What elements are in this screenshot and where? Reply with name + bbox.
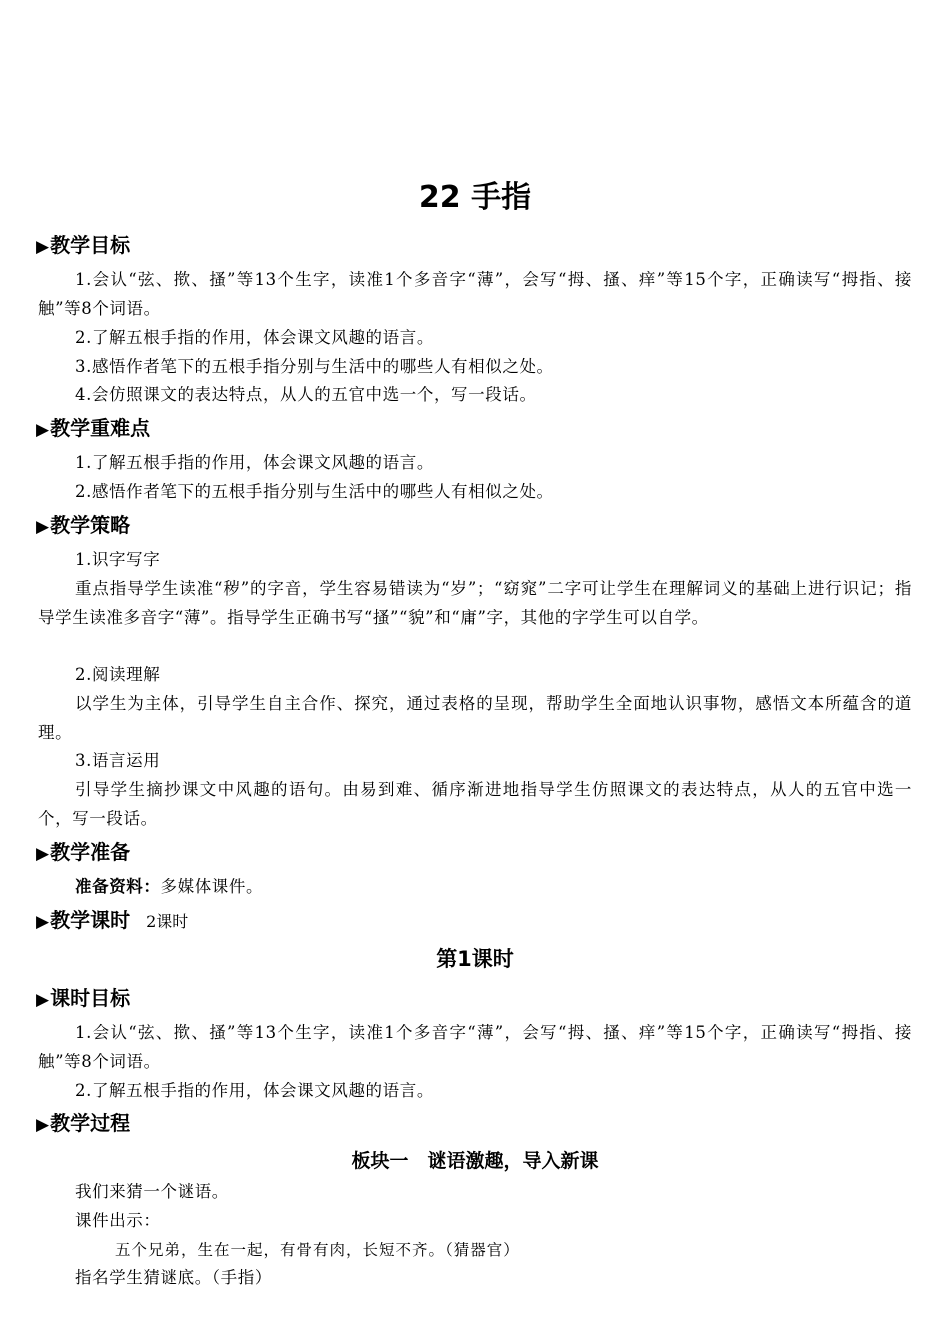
- process-line-1: 我们来猜一个谜语。: [75, 1182, 229, 1201]
- preparation-line: [38, 873, 912, 902]
- section-heading-periods: ▶教学课时 2课时: [36, 908, 189, 932]
- period-goal-2: 2.了解五根手指的作用，体会课文风趣的语言。: [75, 1081, 434, 1100]
- goal-item-4: 4.会仿照课文的表达特点，从人的五官中选一个，写一段话。: [75, 385, 537, 404]
- triangle-icon: ▶: [36, 1115, 50, 1135]
- triangle-icon: ▶: [36, 517, 50, 537]
- strategy-1-body: 重点指导学生读准“秽”的字音，学生容易错读为“岁”；“窈窕”二字可让学生在理解词义的基础上进行识记；指导学生读准多音字“薄”。指导学生正确书写“搔”“貌”和“庸”字，其他的字学生可以自学。: [38, 579, 912, 627]
- goal-item-1: 1.会认“弦、揿、搔”等13个生字，读准1个多音字“薄”，会写“拇、搔、痒”等15个字，正确读写“拇指、接触”等8个词语。: [38, 270, 912, 318]
- section-heading-process: ▶教学过程: [36, 1111, 131, 1135]
- periods-value: 2课时: [146, 912, 189, 931]
- triangle-icon: ▶: [36, 912, 50, 932]
- section-heading-period-goals: ▶课时目标: [36, 986, 131, 1010]
- process-line-3: 指名学生猜谜底。（手指）: [75, 1268, 272, 1287]
- period-goal-1: 1.会认“弦、揿、搔”等13个生字，读准1个多音字“薄”，会写“拇、搔、痒”等15个字，正确读写“拇指、接触”等8个词语。: [38, 1023, 912, 1071]
- strategy-2-body: 以学生为主体，引导学生自主合作、探究，通过表格的呈现，帮助学生全面地认识事物，感悟文本所蕴含的道理。: [38, 694, 912, 742]
- lesson-title: 22 手指: [418, 180, 532, 215]
- strategy-3-body: 引导学生摘抄课文中风趣的语句。由易到难、循序渐进地指导学生仿照课文的表达特点，从人的五官中选一个，写一段话。: [38, 780, 912, 828]
- preparation-value: 多媒体课件。: [160, 877, 264, 896]
- preparation-label: 准备资料：: [75, 877, 161, 896]
- triangle-icon: ▶: [36, 844, 50, 864]
- section-heading-goals: ▶教学目标: [36, 233, 131, 257]
- triangle-icon: ▶: [36, 420, 50, 440]
- goal-item-3: 3.感悟作者笔下的五根手指分别与生活中的哪些人有相似之处。: [75, 357, 554, 376]
- period-title: 第1课时: [436, 947, 514, 971]
- section-heading-key-points: ▶教学重难点: [36, 416, 151, 440]
- riddle-text: 五个兄弟，生在一起，有骨有肉，长短不齐。（猜器官）: [115, 1241, 520, 1259]
- triangle-icon: ▶: [36, 237, 50, 257]
- strategy-3-title: 3.语言运用: [75, 751, 161, 770]
- key-point-2: 2.感悟作者笔下的五根手指分别与生活中的哪些人有相似之处。: [75, 482, 554, 501]
- goal-item-2: 2.了解五根手指的作用，体会课文风趣的语言。: [75, 328, 434, 347]
- key-point-1: 1.了解五根手指的作用，体会课文风趣的语言。: [75, 453, 434, 472]
- strategy-2-title: 2.阅读理解: [75, 665, 161, 684]
- strategy-1-title: 1.识字写字: [75, 550, 161, 569]
- section-heading-preparation: ▶教学准备: [36, 840, 131, 864]
- process-line-2: 课件出示：: [75, 1211, 161, 1230]
- section-heading-strategy: ▶教学策略: [36, 513, 131, 537]
- block-title: 板块一 谜语激趣，导入新课: [351, 1150, 599, 1172]
- triangle-icon: ▶: [36, 990, 50, 1010]
